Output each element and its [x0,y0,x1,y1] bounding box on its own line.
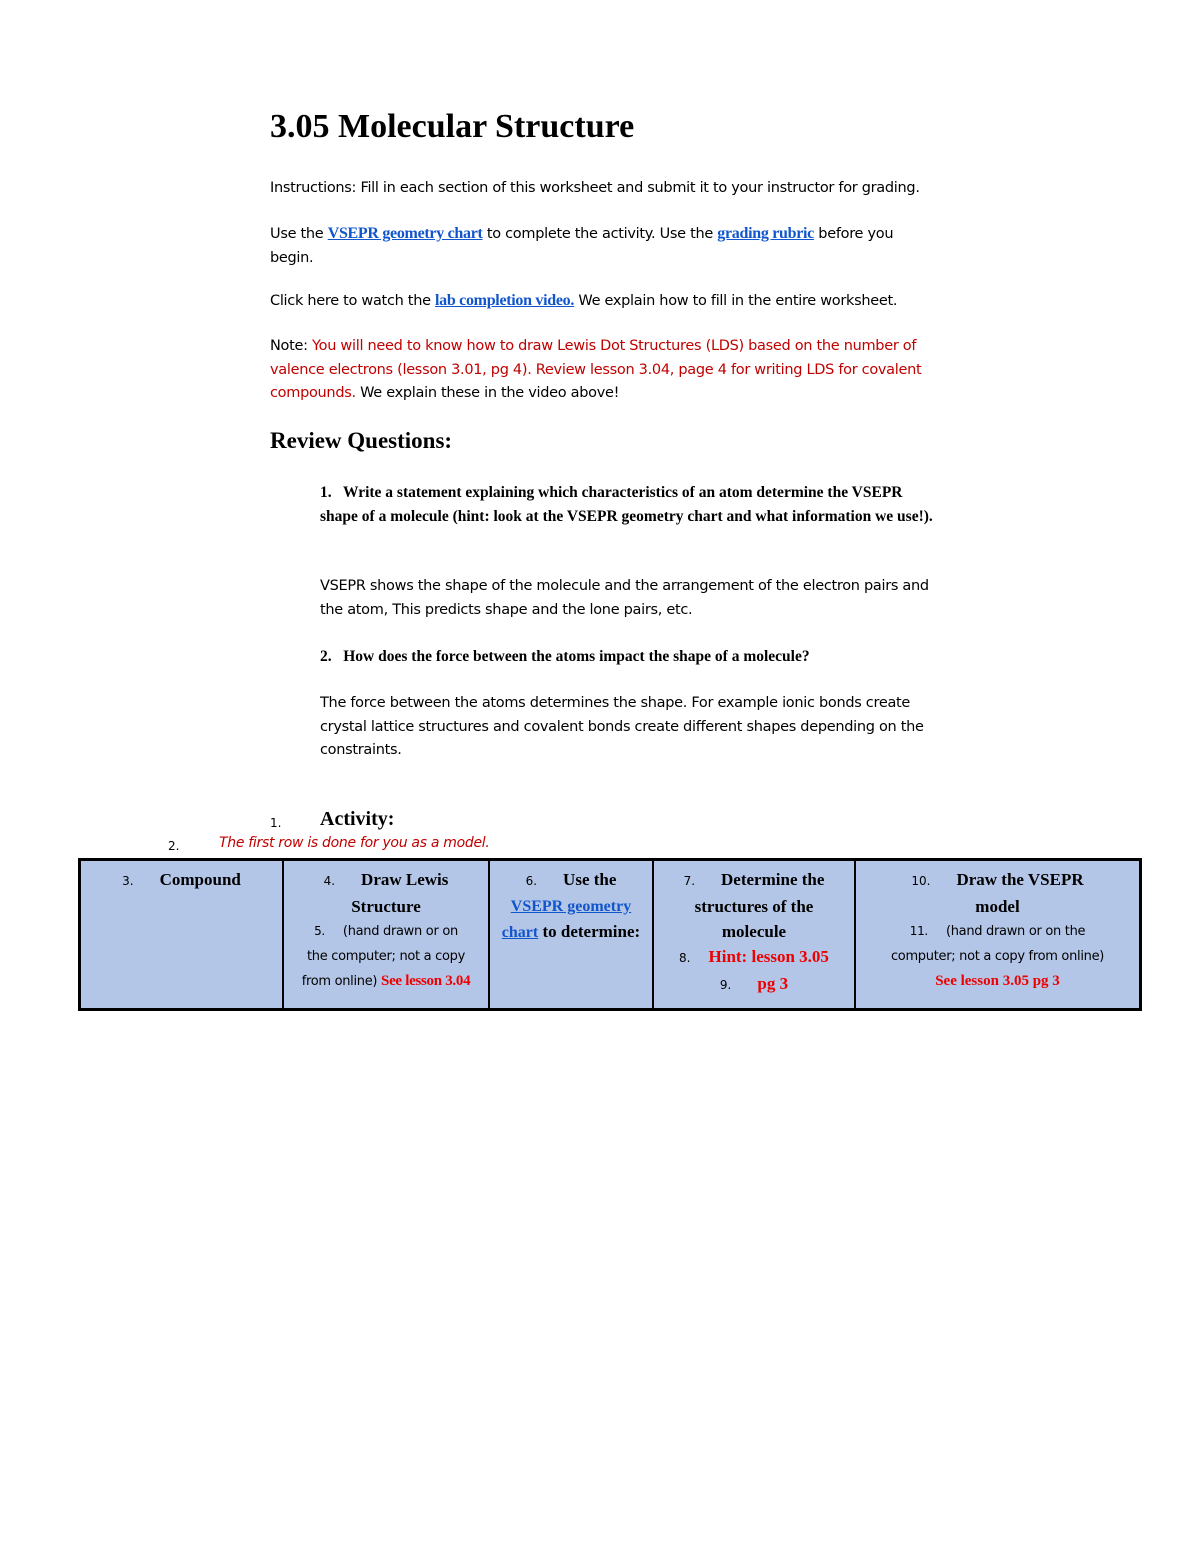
header-model-line2: model [975,897,1020,916]
header-model-sub1: (hand drawn or on the [945,924,1086,939]
header-lewis-line1: Draw Lewis [361,870,449,889]
note-label: Note: [270,338,313,354]
header-compound-label: Compound [159,870,241,889]
header-determine [653,860,855,1010]
header-vsepr-link-line2[interactable]: chart [501,924,539,941]
lab-video-link[interactable]: lab completion video. [435,292,575,309]
header-determine-line1: Determine the [721,870,825,889]
instructions-text: Instructions: Fill in each section of this worksheet and submit it to your instructor for grading. [270,180,920,196]
header-lewis-sub2: the computer; not a copy [306,949,466,964]
header-lewis [283,860,489,1010]
header-determine-hint: Hint: lesson 3.05 [708,947,829,966]
note-text [270,335,930,406]
header-determine-line2: structures of the [694,897,814,916]
review-questions-heading: Review Questions: [270,428,453,453]
activity-table [78,858,1142,1011]
header-vsepr-suffix: to determine: [538,922,641,941]
header-model-red: See lesson 3.05 pg 3 [935,973,1060,989]
header-lewis-sub-number: 5. [314,924,325,938]
header-vsepr-model [855,860,1141,1010]
vsepr-chart-link[interactable]: VSEPR geometry chart [327,225,483,242]
header-vsepr-number: 6. [525,874,538,888]
question-1 [320,481,940,528]
header-vsepr-chart [489,860,653,1010]
header-model-sub-number: 11. [909,924,928,938]
model-note [168,835,490,855]
header-vsepr-link-line1[interactable]: VSEPR geometry [510,898,632,915]
grading-rubric-link[interactable]: grading rubric [717,225,814,242]
question-2 [320,645,940,669]
header-determine-number: 7. [683,874,696,888]
note-red-text: You will need to know how to draw Lewis Dot Structures (LDS) based on the number of valence electrons (lesson 3.01, pg 4). Review lesson 3.04, page 4 for writing LDS for covalent compounds. [270,338,922,401]
header-model-number: 10. [911,874,931,888]
header-lewis-number: 4. [323,874,336,888]
header-model-sub2: computer; not a copy from online) [890,949,1105,964]
model-text: The first row is done for you as a model. [219,835,490,851]
page-title: 3.05 Molecular Structure [270,108,635,145]
answer-2: The force between the atoms determines the shape. For example ionic bonds create crystal lattice structures and covalent bonds create different shapes depending on the constraints. [320,695,924,758]
video-line-prefix: Click here to watch the [270,293,436,309]
model-number: 2. [168,839,180,853]
question-2-number: 2. [320,648,332,665]
video-line-suffix: We explain how to fill in the entire worksheet. [574,293,898,309]
header-lewis-line2: Structure [351,897,421,916]
note-suffix: We explain these in the video above! [355,385,620,401]
activity-label: Activity: [320,808,395,830]
header-determine-number2: 8. [679,951,691,965]
answer-1: VSEPR shows the shape of the molecule and the arrangement of the electron pairs and the atom, This predicts shape and the lone pairs, etc. [320,578,929,618]
header-determine-line3: molecule [721,922,787,941]
use-line-middle: to complete the activity. Use the [482,226,718,242]
question-1-number: 1. [320,484,332,501]
header-vsepr-label: Use the [563,870,617,889]
header-determine-hint2: pg 3 [757,974,789,993]
header-model-line1: Draw the VSEPR [956,870,1084,889]
table-header-row [80,860,1141,1010]
use-line-suffix: before you begin. [270,226,894,266]
header-compound-number: 3. [122,874,134,888]
header-lewis-sub3: from online) [301,974,382,989]
activity-number: 1. [270,816,282,830]
header-lewis-red: See lesson 3.04 [381,973,471,989]
header-determine-number3: 9. [719,978,732,992]
header-lewis-sub1: (hand drawn or on [342,924,458,939]
use-line-prefix: Use the [270,226,328,242]
use-line [270,222,930,270]
question-1-text: Write a statement explaining which characteristics of an atom determine the VSEPR shape of a molecule (hint: look at the VSEPR geometry chart and what information we use!). [320,484,933,525]
header-compound [80,860,284,1010]
question-2-text: How does the force between the atoms impact the shape of a molecule? [343,648,810,665]
video-line [270,289,930,314]
